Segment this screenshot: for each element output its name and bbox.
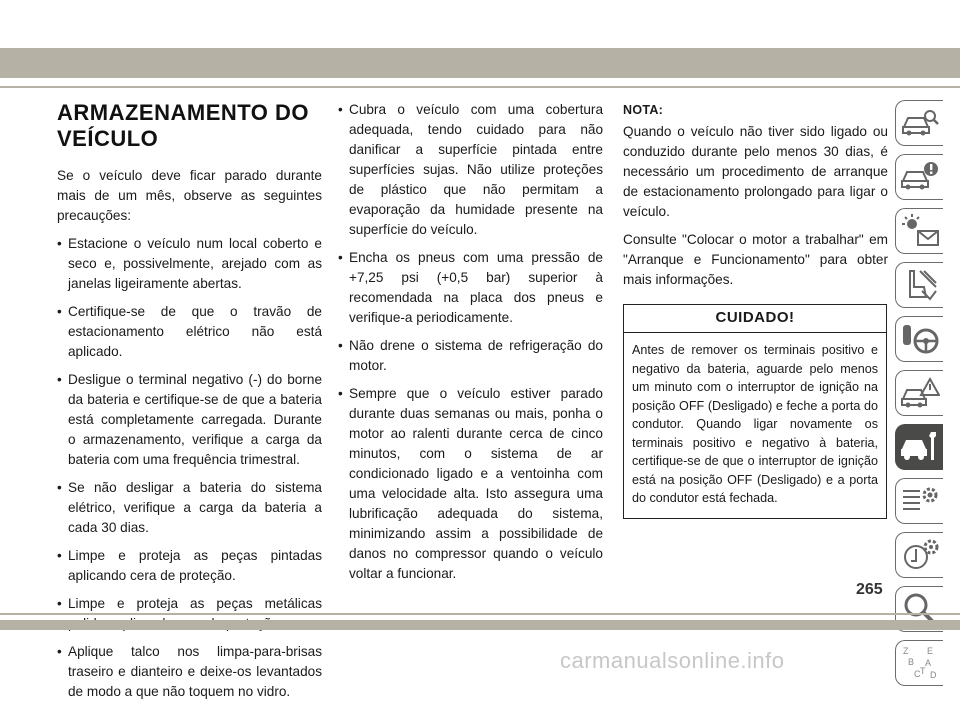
car-warning-icon [900, 375, 940, 411]
caution-box [623, 304, 887, 519]
note-reference: Consulte "Colocar o motor a trabalhar" em "Arranque e Funcionamento" para obter mais informações. [623, 232, 888, 287]
tab-servicing[interactable] [895, 424, 943, 470]
watermark: carmanualsonline.info [560, 648, 785, 673]
section-title-line2: VEÍCULO [57, 126, 159, 151]
header-rule [0, 86, 960, 88]
list-item: • Encha os pneus com uma pressão de +7,25 psi (+0,5 bar) superior à recomendada na placa dos pneus e verifique-a periodicamente. [338, 248, 603, 328]
footer-rule [0, 613, 960, 615]
column-middle [338, 100, 603, 592]
tab-emergency[interactable] [895, 370, 943, 416]
list-item: • Limpe e proteja as peças pintadas aplicando cera de proteção. [57, 546, 322, 586]
precautions-list-2 [338, 100, 603, 584]
list-item: • Se não desligar a bateria do sistema elétrico, verifique a carga da bateria a cada 30 dias. [57, 478, 322, 538]
car-info-icon [900, 159, 940, 195]
header-band [0, 48, 960, 78]
caution-text: Antes de remover os terminais positivo e negativo da bateria, aguarde pelo menos um minuto com o interruptor de ignição na posição OFF (Desligado) e feche a porta do condutor. Quando ligar novamente os terminais positivo e negativo à bateria, certifique-se de que o interruptor de ignição está na posição OFF (Desligado) e a porta do condutor está fechada. [632, 343, 878, 505]
warning-light-message-icon [900, 213, 940, 249]
list-item: • Cubra o veículo com uma cobertura adequada, tendo cuidado para não danificar a superfície pintada entre superfícies sujas. Não utilize proteções de plástico que não permitam a evaporação da humidade presente na superfície do veículo. [338, 100, 603, 240]
tab-warning-lights[interactable] [895, 208, 943, 254]
list-item: • Desligue o terminal negativo (-) do borne da bateria e certifique-se de que a bateria está completamente carregada. Durante o armazenamento, verifique a carga da bateria com uma frequência trimestral. [57, 370, 322, 470]
index-letter: E [927, 646, 934, 656]
car-wrench-icon [900, 429, 940, 465]
car-search-icon [900, 105, 940, 141]
tab-specifications[interactable] [895, 478, 943, 524]
list-item: • Sempre que o veículo estiver parado durante duas semanas ou mais, ponha o motor ao ralenti durante cerca de cinco minutos, com o sistema de ar condicionado ligado e a ventoinha com uma velocidade alta. Isto assegura uma lubrificação adequada do sistema, minimizando assim a possibilidade de danos no compressor quando o veículo voltar a funcionar. [338, 384, 603, 584]
multimedia-gear-icon [900, 537, 940, 573]
section-title [57, 100, 322, 152]
tab-car-search[interactable] [895, 100, 943, 146]
tab-safety[interactable] [895, 262, 943, 308]
tab-driving[interactable] [895, 316, 943, 362]
page-number: 265 [856, 581, 883, 598]
alphabet-index-icon [900, 645, 940, 681]
note-text: Quando o veículo não tiver sido ligado ou conduzido durante pelo menos 30 dias, é necessário um procedimento de arranque de estacionamento prolongado para ligar o veículo. [623, 124, 888, 219]
tab-car-info[interactable] [895, 154, 943, 200]
tab-alphabetical-index[interactable] [895, 640, 943, 686]
precautions-list-1 [57, 234, 322, 702]
tab-multimedia[interactable] [895, 532, 943, 578]
index-letter: B [908, 657, 915, 667]
section-title-line1: ARMAZENAMENTO DO [57, 100, 310, 125]
seat-airbag-icon [900, 267, 940, 303]
caution-title: CUIDADO! [624, 305, 886, 333]
index-letter: Z [903, 646, 909, 656]
intro-paragraph: Se o veículo deve ficar parado durante mais de um mês, observe as seguintes precauções: [57, 168, 322, 223]
index-letter: C [914, 669, 921, 679]
column-left [57, 100, 322, 710]
list-item: • Aplique talco nos limpa-para-brisas traseiro e dianteiro e deixe-os levantados de modo a que não toquem no vidro. [57, 642, 322, 702]
index-letter: A [925, 658, 932, 668]
column-right [623, 100, 888, 519]
index-letter: T [920, 666, 926, 676]
note-label: NOTA: [623, 103, 664, 117]
spec-gear-icon [900, 483, 940, 519]
list-item: • Não drene o sistema de refrigeração do motor. [338, 336, 603, 376]
index-letter: D [930, 670, 937, 680]
footer-band [0, 620, 960, 630]
list-item: • Estacione o veículo num local coberto e seco e, possivelmente, arejado com as janelas ligeiramente abertas. [57, 234, 322, 294]
list-item: • Limpe e proteja as peças metálicas [57, 594, 322, 634]
list-item: • Certifique-se de que o travão de estacionamento elétrico não está aplicado. [57, 302, 322, 362]
steering-wheel-icon [900, 321, 940, 357]
chapter-tabs [895, 100, 943, 694]
